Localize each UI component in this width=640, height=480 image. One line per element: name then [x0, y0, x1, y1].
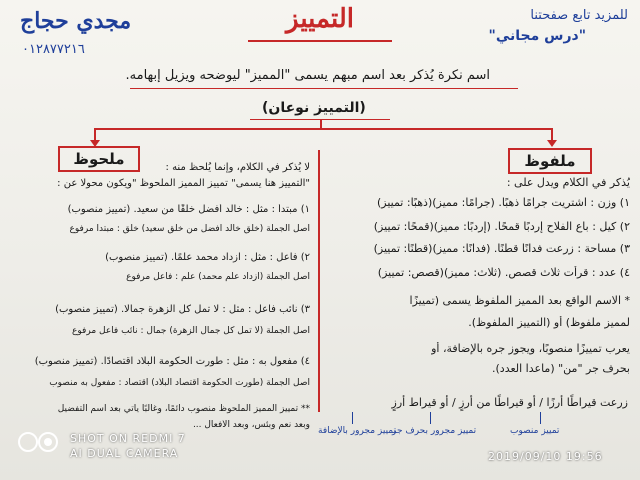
left-line-1: لا يُذكر في الكلام، وإنما يُلحظ منه :	[165, 162, 310, 173]
box-malhuz: ملحوظ	[58, 146, 140, 172]
left-line-9: ٤) مفعول به : مثل : طورت الحكومة البلاد اقتصادًا. (تمييز منصوب)	[34, 356, 310, 367]
right-line-3: ٢) كيل : باع الفلاح إردبًا قمحًا. (إردبًا: مميز)(قمحًا: تمييز)	[373, 220, 630, 233]
right-line-9: بحرف جر "من" (ماعدا العدد).	[492, 362, 630, 375]
pointer-icon	[352, 412, 353, 424]
pointer-icon	[430, 412, 431, 424]
label-mansub: تمييز منصوب	[510, 426, 560, 436]
left-line-10: أصل الجملة (طورت الحكومة اقتصاد البلاد) اقتصاد : مفعول به منصوب	[49, 378, 310, 388]
right-line-5: ٤) عدد : قرأت ثلاث قصص. (ثلاث: مميز)(قصص: تمييز)	[377, 266, 630, 279]
right-line-4: ٣) مساحة : زرعت فدانًا قطنًا. (فدانًا: مميز)(قطنًا: تمييز)	[373, 242, 630, 255]
left-line-5: ٢) فاعل : مثل : ازداد محمد علمًا. (تمييز منصوب)	[105, 252, 310, 263]
bottom-example: زرعت قيراطًا أرزًا / أو قيراطًا من أرزٍ / أو قيراط أرزٍ	[391, 396, 628, 409]
author-name: مجدي حجاج	[20, 8, 132, 34]
left-line-6: أصل الجملة (ازداد علم محمد) علم : فاعل مرفوع	[126, 272, 310, 282]
right-line-8: يعرب تمييزًا منصوبًا، ويجوز جره بالإضافة، أو	[431, 342, 630, 355]
box-malfuz: ملفوظ	[508, 148, 592, 174]
pointer-icon	[540, 412, 541, 424]
column-divider	[318, 150, 320, 412]
left-line-7: ٣) نائب فاعل : مثل : لا تمل كل الزهرة جمالًا. (تمييز منصوب)	[55, 304, 310, 315]
right-line-1: يُذكر في الكلام ويدل على :	[506, 176, 630, 189]
camera-watermark-line1: SHOT ON REDMI 7	[70, 432, 186, 445]
left-line-11: ** تمييز المميز الملحوظ منصوب دائمًا، وغالبًا يأتي بعد اسم التفضيل	[57, 404, 310, 414]
label-majrur-idafa: تمييز مجرور بالإضافة	[318, 426, 397, 436]
right-line-2: ١) وزن : اشتريت جرامًا ذهبًا. (جرامًا: مميز)(ذهبًا: تمييز)	[376, 196, 630, 209]
page-title: التمييز	[285, 4, 355, 34]
definition-underline	[130, 88, 518, 89]
promo-line-1: للمزيد تابع صفحتنا	[530, 8, 628, 23]
left-line-12: وبعد نعم وبئس، وبعد الأفعال ...	[192, 420, 310, 430]
definition-text: اسم نكرة يُذكر بعد اسم مبهم يسمى "المميز" ليوضحه ويزيل إبهامه.	[125, 68, 490, 83]
left-line-3: ١) مبتدأ : مثل : خالد أفضل خلقًا من سعيد. (تمييز منصوب)	[67, 204, 310, 215]
left-line-4: أصل الجملة (خلق خالد أفضل من خلق سعيد) خلق : مبتدأ مرفوع	[69, 224, 310, 234]
promo-line-2: "درس مجاني"	[488, 28, 586, 44]
connector-horizontal	[94, 128, 552, 130]
camera-watermark-line2: AI DUAL CAMERA	[70, 447, 179, 460]
right-line-7: لمميز ملفوظ) أو (التمييز الملفوظ).	[468, 316, 630, 329]
left-line-8: أصل الجملة (لا تمل كل جمال الزهرة) جمال : نائب فاعل مرفوع	[72, 326, 310, 336]
arrow-right-icon	[547, 140, 557, 147]
right-line-6: * الاسم الواقع بعد المميز الملفوظ يسمى (تمييزًا	[409, 294, 630, 307]
title-area	[240, 4, 400, 44]
author-phone: ٠١٢٨٧٧٢١٦	[22, 42, 85, 57]
types-heading: (التمييز نوعان)	[262, 100, 366, 116]
title-underline	[248, 40, 392, 42]
label-majrur-harf: تمييز مجرور بحرف جر	[392, 426, 477, 436]
left-line-2: "التمييز هنا يسمى" تمييز المميز الملحوظ "ويكون محولًا عن :	[57, 178, 310, 189]
timestamp: 2019/09/10 19:56	[488, 450, 603, 463]
